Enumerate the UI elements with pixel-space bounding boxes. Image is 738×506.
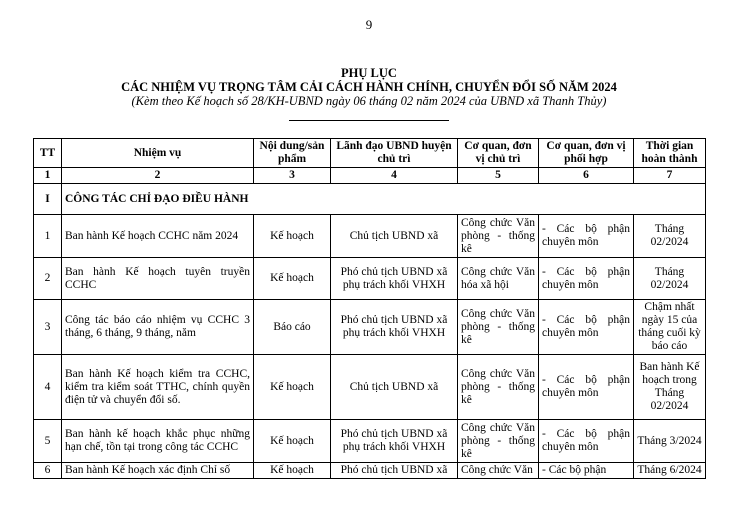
header-cell: Lãnh đạo UBND huyện chủ trì (331, 139, 458, 168)
column-number: 6 (539, 168, 634, 184)
lead-unit-cell: Công chức Văn phòng - thống kê (458, 420, 539, 463)
section-title: CÔNG TÁC CHỈ ĐẠO ĐIỀU HÀNH (62, 184, 706, 215)
header-cell: TT (34, 139, 62, 168)
task-cell: Ban hành Kế hoạch CCHC năm 2024 (62, 215, 254, 258)
table-row (34, 300, 706, 355)
deadline-cell: Ban hành Kế hoạch trong Tháng 02/2024 (634, 355, 706, 420)
appendix-title: PHỤ LỤC (341, 66, 397, 80)
table-row (34, 215, 706, 258)
table-row (34, 258, 706, 300)
deadline-cell: Tháng 6/2024 (634, 463, 706, 479)
document-title: CÁC NHIỆM VỤ TRỌNG TÂM CẢI CÁCH HÀNH CHÍNH, CHUYỂN ĐỔI SỐ NĂM 2024 (121, 80, 617, 94)
column-number: 3 (254, 168, 331, 184)
column-number: 5 (458, 168, 539, 184)
deadline-cell: Tháng 3/2024 (634, 420, 706, 463)
row-number: 5 (34, 420, 62, 463)
page-number: 9 (365, 17, 373, 32)
product-cell: Kế hoạch (254, 463, 331, 479)
leader-cell: Phó chủ tịch UBND xã (331, 463, 458, 479)
header-row (34, 139, 706, 168)
coord-unit-cell: - Các bộ phận chuyên môn (539, 420, 634, 463)
row-number: 2 (34, 258, 62, 300)
column-number: 2 (62, 168, 254, 184)
deadline-cell: Chậm nhất ngày 15 của tháng cuối kỳ báo cáo (634, 300, 706, 355)
product-cell: Báo cáo (254, 300, 331, 355)
task-cell: Ban hành kế hoạch khắc phục những hạn chế, tồn tại trong công tác CCHC (62, 420, 254, 463)
row-number: 1 (34, 215, 62, 258)
column-number: 4 (331, 168, 458, 184)
leader-cell: Chủ tịch UBND xã (331, 355, 458, 420)
column-number: 7 (634, 168, 706, 184)
header-cell: Nhiệm vụ (62, 139, 254, 168)
coord-unit-cell: - Các bộ phận chuyên môn (539, 258, 634, 300)
section-row (34, 184, 706, 215)
task-cell: Ban hành Kế hoạch tuyên truyền CCHC (62, 258, 254, 300)
lead-unit-cell: Công chức Văn phòng - thống kê (458, 300, 539, 355)
product-cell: Kế hoạch (254, 420, 331, 463)
leader-cell: Phó chủ tịch UBND xã phụ trách khối VHXH (331, 420, 458, 463)
table-row (34, 420, 706, 463)
lead-unit-cell: Công chức Văn phòng - thống kê (458, 215, 539, 258)
column-number: 1 (34, 168, 62, 184)
column-number-row (34, 168, 706, 184)
row-number: 6 (34, 463, 62, 479)
coord-unit-cell: - Các bộ phận chuyên môn (539, 215, 634, 258)
leader-cell: Chủ tịch UBND xã (331, 215, 458, 258)
header-cell: Nội dung/sản phẩm (254, 139, 331, 168)
document-subtitle: (Kèm theo Kế hoạch số 28/KH-UBND ngày 06 tháng 02 năm 2024 của UBND xã Thanh Thủy) (131, 94, 607, 108)
header-cell: Thời gian hoàn thành (634, 139, 706, 168)
coord-unit-cell: - Các bộ phận (539, 463, 634, 479)
header-cell: Cơ quan, đơn vị phối hợp (539, 139, 634, 168)
document-heading (0, 66, 738, 108)
coord-unit-cell: - Các bộ phận chuyên môn (539, 300, 634, 355)
deadline-cell: Tháng 02/2024 (634, 258, 706, 300)
header-cell: Cơ quan, đơn vị chủ trì (458, 139, 539, 168)
deadline-cell: Tháng 02/2024 (634, 215, 706, 258)
leader-cell: Phó chủ tịch UBND xã phụ trách khối VHXH (331, 300, 458, 355)
task-cell: Ban hành Kế hoạch xác định Chỉ số (62, 463, 254, 479)
table-row (34, 355, 706, 420)
task-table (33, 138, 706, 479)
coord-unit-cell: - Các bộ phận chuyên môn (539, 355, 634, 420)
task-cell: Công tác báo cáo nhiệm vụ CCHC 3 tháng, 6 tháng, 9 tháng, năm (62, 300, 254, 355)
product-cell: Kế hoạch (254, 215, 331, 258)
table-row (34, 463, 706, 479)
title-divider (289, 120, 449, 121)
lead-unit-cell: Công chức Văn hóa xã hội (458, 258, 539, 300)
product-cell: Kế hoạch (254, 258, 331, 300)
section-number: I (34, 184, 62, 215)
row-number: 4 (34, 355, 62, 420)
lead-unit-cell: Công chức Văn phòng - thống kê (458, 355, 539, 420)
leader-cell: Phó chủ tịch UBND xã phụ trách khối VHXH (331, 258, 458, 300)
row-number: 3 (34, 300, 62, 355)
task-cell: Ban hành Kế hoạch kiểm tra CCHC, kiểm tra kiểm soát TTHC, chính quyền điện tử và chuyển đổi số. (62, 355, 254, 420)
product-cell: Kế hoạch (254, 355, 331, 420)
lead-unit-cell: Công chức Văn (458, 463, 539, 479)
